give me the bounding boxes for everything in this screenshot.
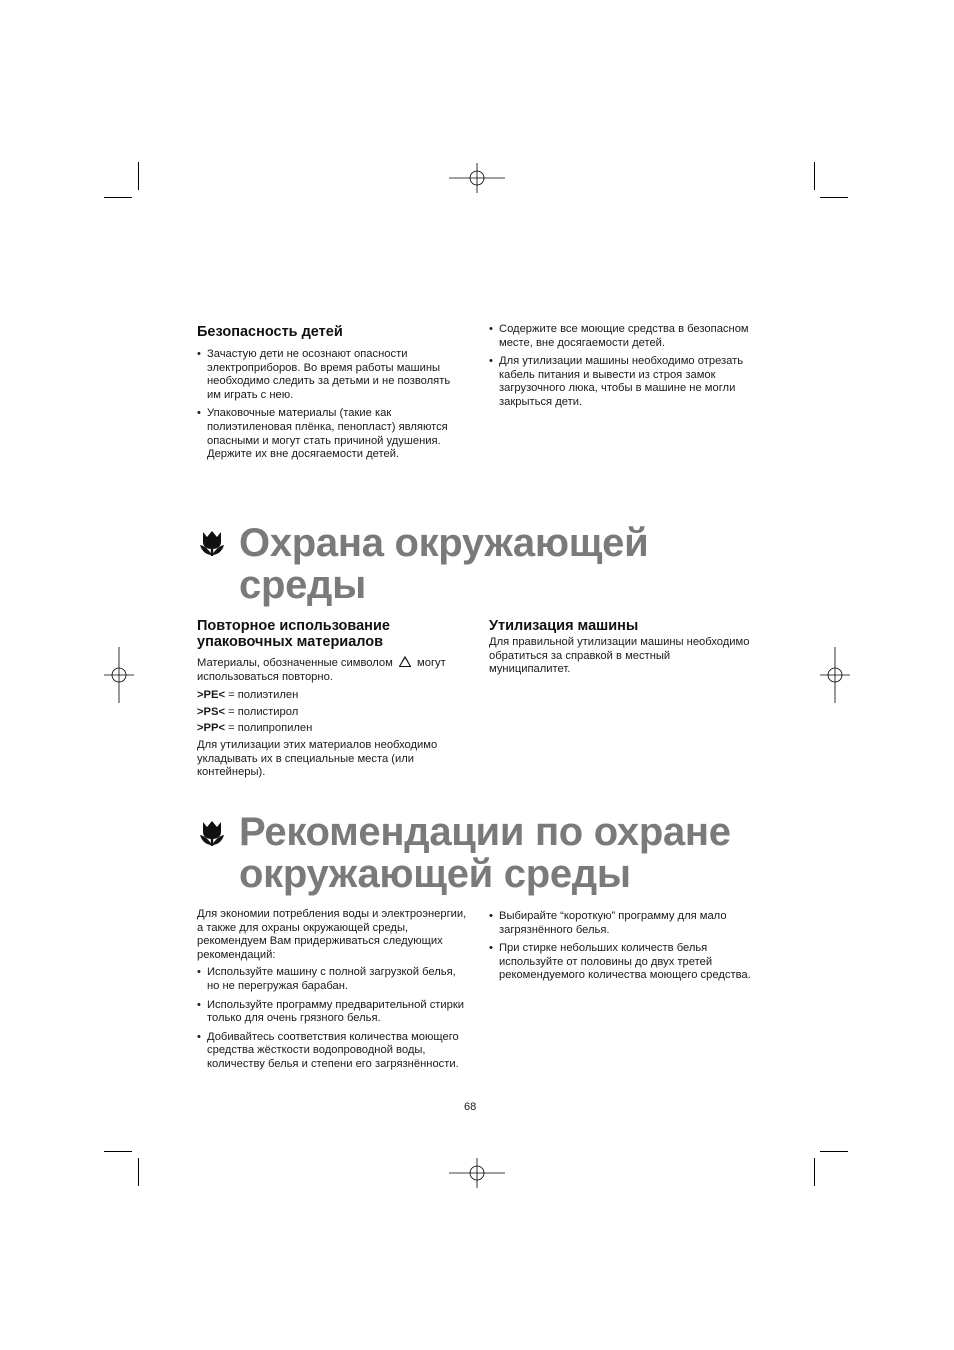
code-row [197, 722, 467, 736]
material-code: >PE< [197, 689, 225, 702]
machine-disposal-text: Для правильной утилизации машины необходимо обратиться за справкой в местный муниципалитет. [489, 636, 750, 676]
child-safety-right-column [489, 323, 754, 415]
crop-mark-bottom-right-v [814, 1158, 815, 1186]
packaging-reuse-heading-line-1: Повторное использование [197, 618, 390, 634]
child-safety-heading: Безопасность детей [197, 324, 343, 340]
packaging-reuse-intro-before: Материалы, обозначенные символом [197, 657, 393, 669]
packaging-reuse-heading-line-2: упаковочных материалов [197, 634, 384, 650]
material-meaning: = полипропилен [228, 722, 313, 735]
machine-disposal-column [489, 618, 754, 680]
environment-title-line-2: среды [239, 563, 366, 607]
packaging-reuse-column [197, 618, 467, 783]
list-item: • Используйте машину с полной загрузкой белья, но не перегружая барабан. [197, 966, 467, 993]
crop-mark-top-right-v [814, 162, 815, 190]
list-item: • Упаковочные материалы (такие как полиэтиленовая плёнка, пенопласт) являются опасными и могут стать причиной удушения. Держите их вне досягаемости детей. [197, 407, 467, 461]
list-item: • Используйте программу предварительной стирки только для очень грязного белья. [197, 999, 467, 1026]
registration-mark-left [104, 647, 134, 703]
crop-mark-bottom-right-h [820, 1151, 848, 1152]
code-row [197, 689, 467, 703]
material-code: >PS< [197, 705, 225, 718]
list-item: • Зачастую дети не осознают опасности электроприборов. Во время работы машины необходимо следить за детьми и не позволять им играть с нею. [197, 348, 467, 402]
recommendations-list-right [489, 910, 754, 983]
registration-mark-top [449, 163, 505, 193]
crop-mark-top-right-h [820, 197, 848, 198]
environment-title-line-1: Охрана окружающей [239, 521, 649, 565]
recycle-icon [398, 656, 412, 668]
child-safety-list-left [197, 348, 467, 462]
registration-mark-right [820, 647, 850, 703]
packaging-reuse-heading [197, 618, 467, 650]
material-meaning: = полиэтилен [228, 689, 299, 702]
crop-mark-bottom-left-v [138, 1158, 139, 1186]
packaging-disposal-text: Для утилизации этих материалов необходимо укладывать их в специальные места (или контейнеры). [197, 738, 438, 779]
recommendations-list-left [197, 966, 467, 1071]
list-item: • Добивайтесь соответствия количества моющего средства жёсткости водопроводной воды, количеству белья и степени его загрязнённости. [197, 1031, 467, 1072]
list-item: • При стирке небольших количеств белья используйте от половины до двух третей рекомендуемого количества моющего средства. [489, 942, 754, 983]
machine-disposal-heading: Утилизация машины [489, 618, 639, 634]
code-row [197, 706, 467, 720]
recommendations-left-column [197, 908, 467, 1077]
tulip-eco-icon [197, 818, 227, 848]
recommendations-right-column [489, 910, 754, 988]
crop-mark-bottom-left-h [104, 1151, 132, 1152]
material-meaning: = полистирол [228, 705, 299, 718]
recommendations-title [239, 811, 819, 895]
tulip-eco-icon [197, 528, 227, 558]
crop-mark-top-left-h [104, 197, 132, 198]
packaging-reuse-intro [197, 656, 467, 684]
material-code: >PP< [197, 722, 225, 735]
recommendations-intro: Для экономии потребления воды и электроэнергии, а также для охраны окружающей среды, рекомендуем Вам придерживаться следующих рекомендаций: [197, 908, 467, 961]
registration-mark-bottom [449, 1158, 505, 1188]
crop-mark-top-left-v [138, 162, 139, 190]
recommendations-title-line-2: окружающей среды [239, 852, 631, 896]
list-item: • Для утилизации машины необходимо отрезать кабель питания и вывести из строя замок загрузочного люка, чтобы в машине не могли закрыться дети. [489, 355, 754, 409]
child-safety-list-right [489, 323, 754, 410]
page-number: 68 [464, 1101, 477, 1113]
child-safety-left-column [197, 324, 467, 467]
packaging-reuse-intro-after: могут использоваться повторно. [197, 657, 446, 683]
recommendations-title-line-1: Рекомендации по охране [239, 810, 731, 854]
environment-title [239, 522, 799, 606]
list-item: • Содержите все моющие средства в безопасном месте, вне досягаемости детей. [489, 323, 754, 350]
list-item: • Выбирайте “короткую” программу для мало загрязнённого белья. [489, 910, 754, 937]
